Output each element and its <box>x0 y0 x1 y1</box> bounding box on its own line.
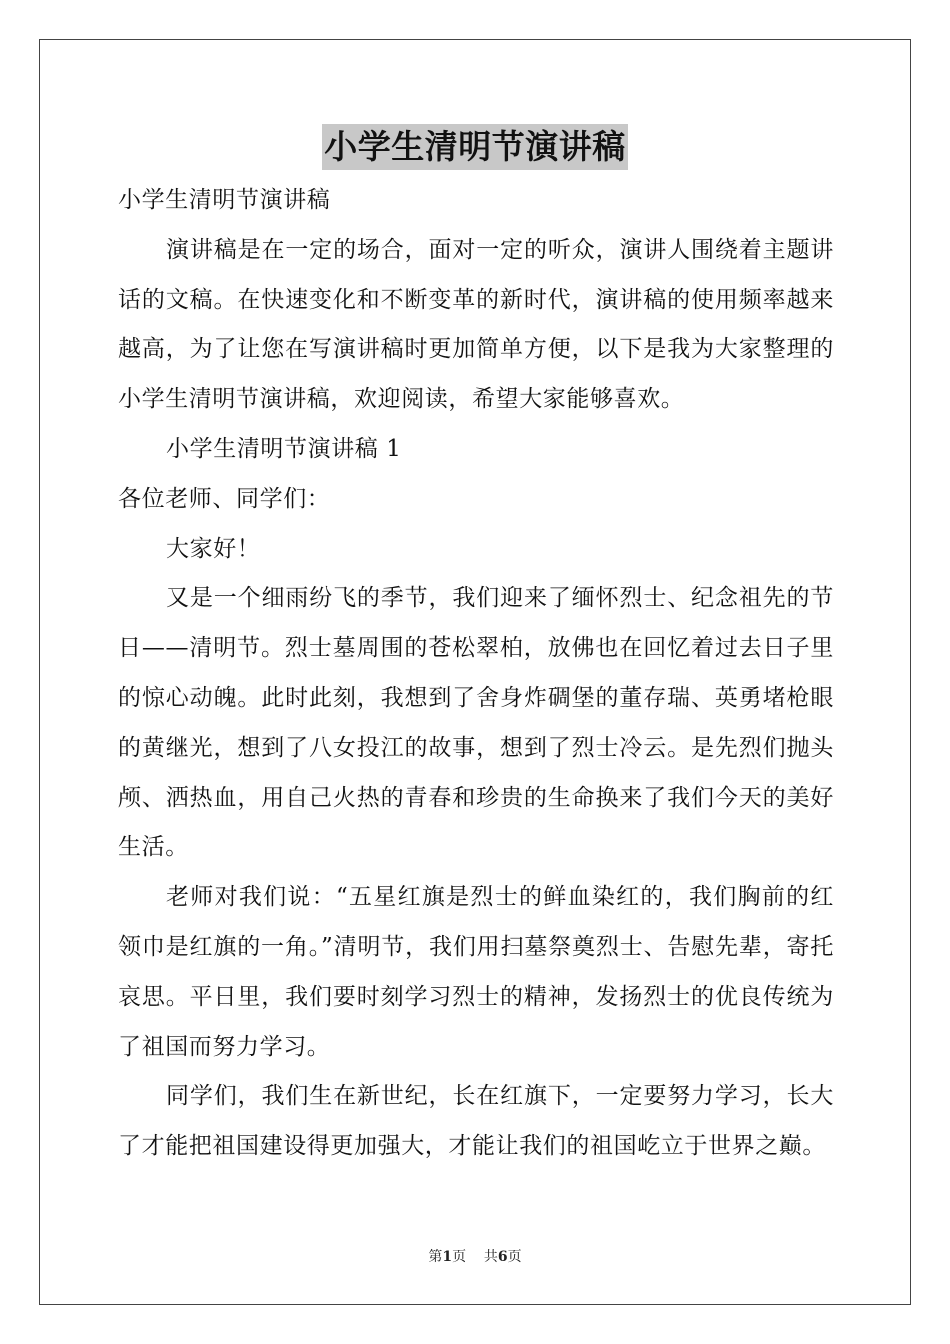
paragraph-body: 同学们，我们生在新世纪，长在红旗下，一定要努力学习，长大了才能把祖国建设得更加强大，才能让我们的祖国屹立于世界之巅。 <box>118 1083 834 1160</box>
paragraph-body: 老师对我们说：“五星红旗是烈士的鲜血染红的，我们胸前的红领巾是红旗的一角。”清明节，我们用扫墓祭奠烈士、告慰先辈，寄托哀思。平日里，我们要时刻学习烈士的精神，发扬烈士的优良传统为了祖国而努力学习。 <box>118 884 834 1060</box>
page-suffix: 页 <box>452 1249 467 1265</box>
page-total: 6 <box>497 1249 508 1265</box>
document-title: 小学生清明节演讲稿 <box>322 124 628 170</box>
paragraph-heading: 小学生清明节演讲稿 <box>118 187 331 213</box>
paragraph-salutation: 各位老师、同学们： <box>118 485 331 512</box>
total-suffix: 页 <box>507 1249 522 1265</box>
paragraph-greeting: 大家好！ <box>166 535 261 562</box>
paragraph-body: 又是一个细雨纷飞的季节，我们迎来了缅怀烈士、纪念祖先的节日——清明节。烈士墓周围的苍松翠柏，放佛也在回忆着过去日子里的惊心动魄。此时此刻，我想到了舍身炸碉堡的董存瑞、英勇堵枪眼的黄继光，想到了八女投江的故事，想到了烈士冷云。是先烈们抛头颅、洒热血，用自己火热的青春和珍贵的生命换来了我们今天的美好生活。 <box>118 585 834 861</box>
total-prefix: 共 <box>483 1249 498 1265</box>
section-heading: 小学生清明节演讲稿 1 <box>166 435 402 462</box>
document-body <box>118 176 834 1172</box>
page-footer <box>0 1246 950 1266</box>
paragraph-intro: 演讲稿是在一定的场合，面对一定的听众，演讲人围绕着主题讲话的文稿。在快速变化和不断变革的新时代，演讲稿的使用频率越来越高，为了让您在写演讲稿时更加简单方便，以下是我为大家整理的小学生清明节演讲稿，欢迎阅读，希望大家能够喜欢。 <box>118 236 834 413</box>
page-prefix: 第 <box>428 1249 443 1265</box>
title-container <box>0 124 950 170</box>
page-current: 1 <box>442 1249 453 1265</box>
